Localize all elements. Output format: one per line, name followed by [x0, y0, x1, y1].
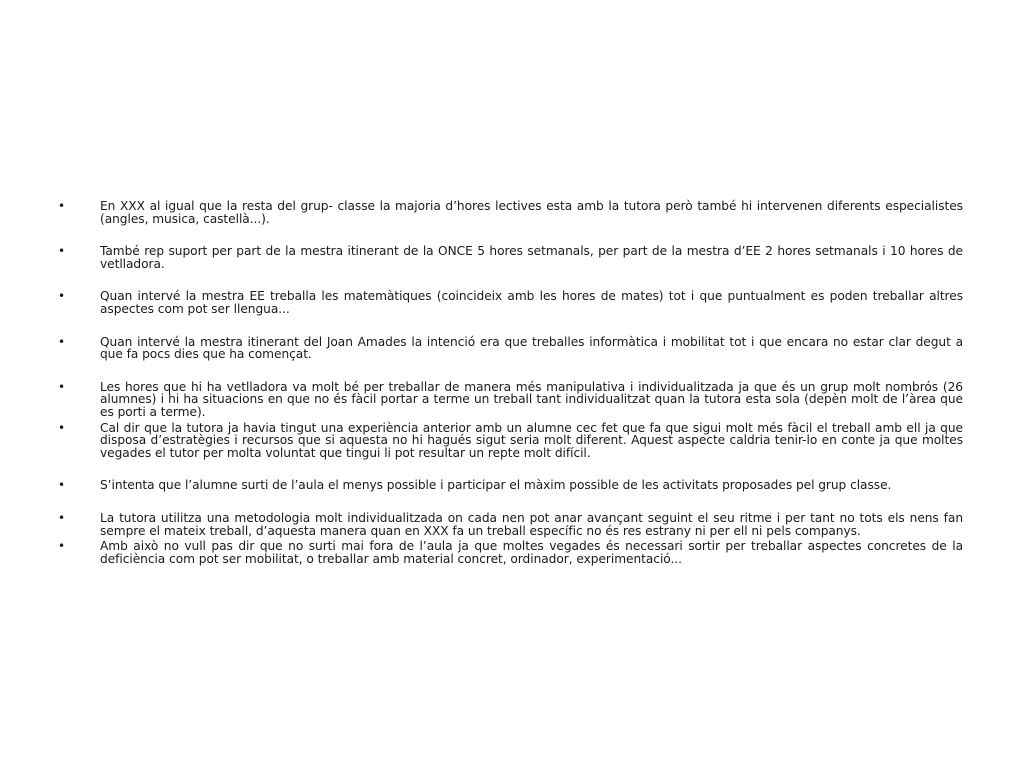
bullet-text: Quan intervé la mestra EE treballa les matemàtiques (coincideix amb les hores de mates) tot i que puntualment es poden treballar altres aspectes com pot ser llengua...: [100, 289, 963, 316]
list-item: [58, 512, 963, 537]
bullet-text: En XXX al igual que la resta del grup- classe la majoria d’hores lectives esta amb la tutora però també hi intervenen diferents especialistes (angles, musica, castellà...).: [100, 199, 963, 226]
bullet-text: La tutora utilitza una metodologia molt individualitzada on cada nen pot anar avançant seguint el seu ritme i per tant no tots els nens fan sempre el mateix treball, d’aquesta manera quan en XXX fa un treball específic no és res estrany ni per ell ni pels companys.: [100, 510, 963, 538]
bullet-marker: •: [58, 478, 66, 493]
bullet-marker: •: [58, 334, 66, 349]
bullet-text: Amb això no vull pas dir que no surti mai fora de l’aula ja que moltes vegades és necessari sortir per treballar aspectes concretes de la deficiència com pot ser mobilitat, o treballar amb material concret, ordinador, experimentació...: [100, 539, 963, 566]
bullet-marker: •: [58, 289, 66, 304]
list-item: [58, 200, 963, 225]
list-item: [58, 479, 963, 492]
bullet-marker: •: [58, 510, 66, 525]
list-item: [58, 540, 963, 565]
bullet-marker: •: [58, 244, 66, 259]
bullet-marker: •: [58, 420, 66, 435]
list-item: [58, 336, 963, 361]
list-item: [58, 290, 963, 315]
list-item: [58, 381, 963, 419]
list-item: [58, 245, 963, 270]
bullet-list: [58, 200, 963, 565]
bullet-text: Cal dir que la tutora ja havia tingut una experiència anterior amb un alumne cec fet que fa que sigui molt més fàcil el treball amb ell ja que disposa d’estratègies i recursos que si aquesta no hi hagués sigut seria molt diferent. Aquest aspecte caldria tenir-lo en conte ja que moltes vegades el tutor per molta voluntat que tingui li pot resultar un repte molt difícil.: [100, 420, 963, 460]
bullet-marker: •: [58, 379, 66, 394]
bullet-text: També rep suport per part de la mestra itinerant de la ONCE 5 hores setmanals, per part de la mestra d’EE 2 hores setmanals i 10 hores de vetlladora.: [100, 244, 963, 271]
bullet-text: Les hores que hi ha vetlladora va molt bé per treballar de manera més manipulativa i individualitzada ja que és un grup molt nombrós (26 alumnes) i hi ha situacions en que no és fàcil portar a terme un treball tant individualitzat quan la tutora esta sola (depèn molt de l’àrea que es porti a terme).: [100, 379, 963, 419]
bullet-text: S’intenta que l’alumne surti de l’aula el menys possible i participar el màxim possible de les activitats proposades pel grup classe.: [100, 478, 892, 493]
bullet-text: Quan intervé la mestra itinerant del Joan Amades la intenció era que treballes informàtica i mobilitat tot i que encara no estar clar degut a que fa pocs dies que ha començat.: [100, 334, 963, 362]
bullet-marker: •: [58, 199, 66, 213]
bullet-marker: •: [58, 539, 66, 554]
list-item: [58, 422, 963, 460]
